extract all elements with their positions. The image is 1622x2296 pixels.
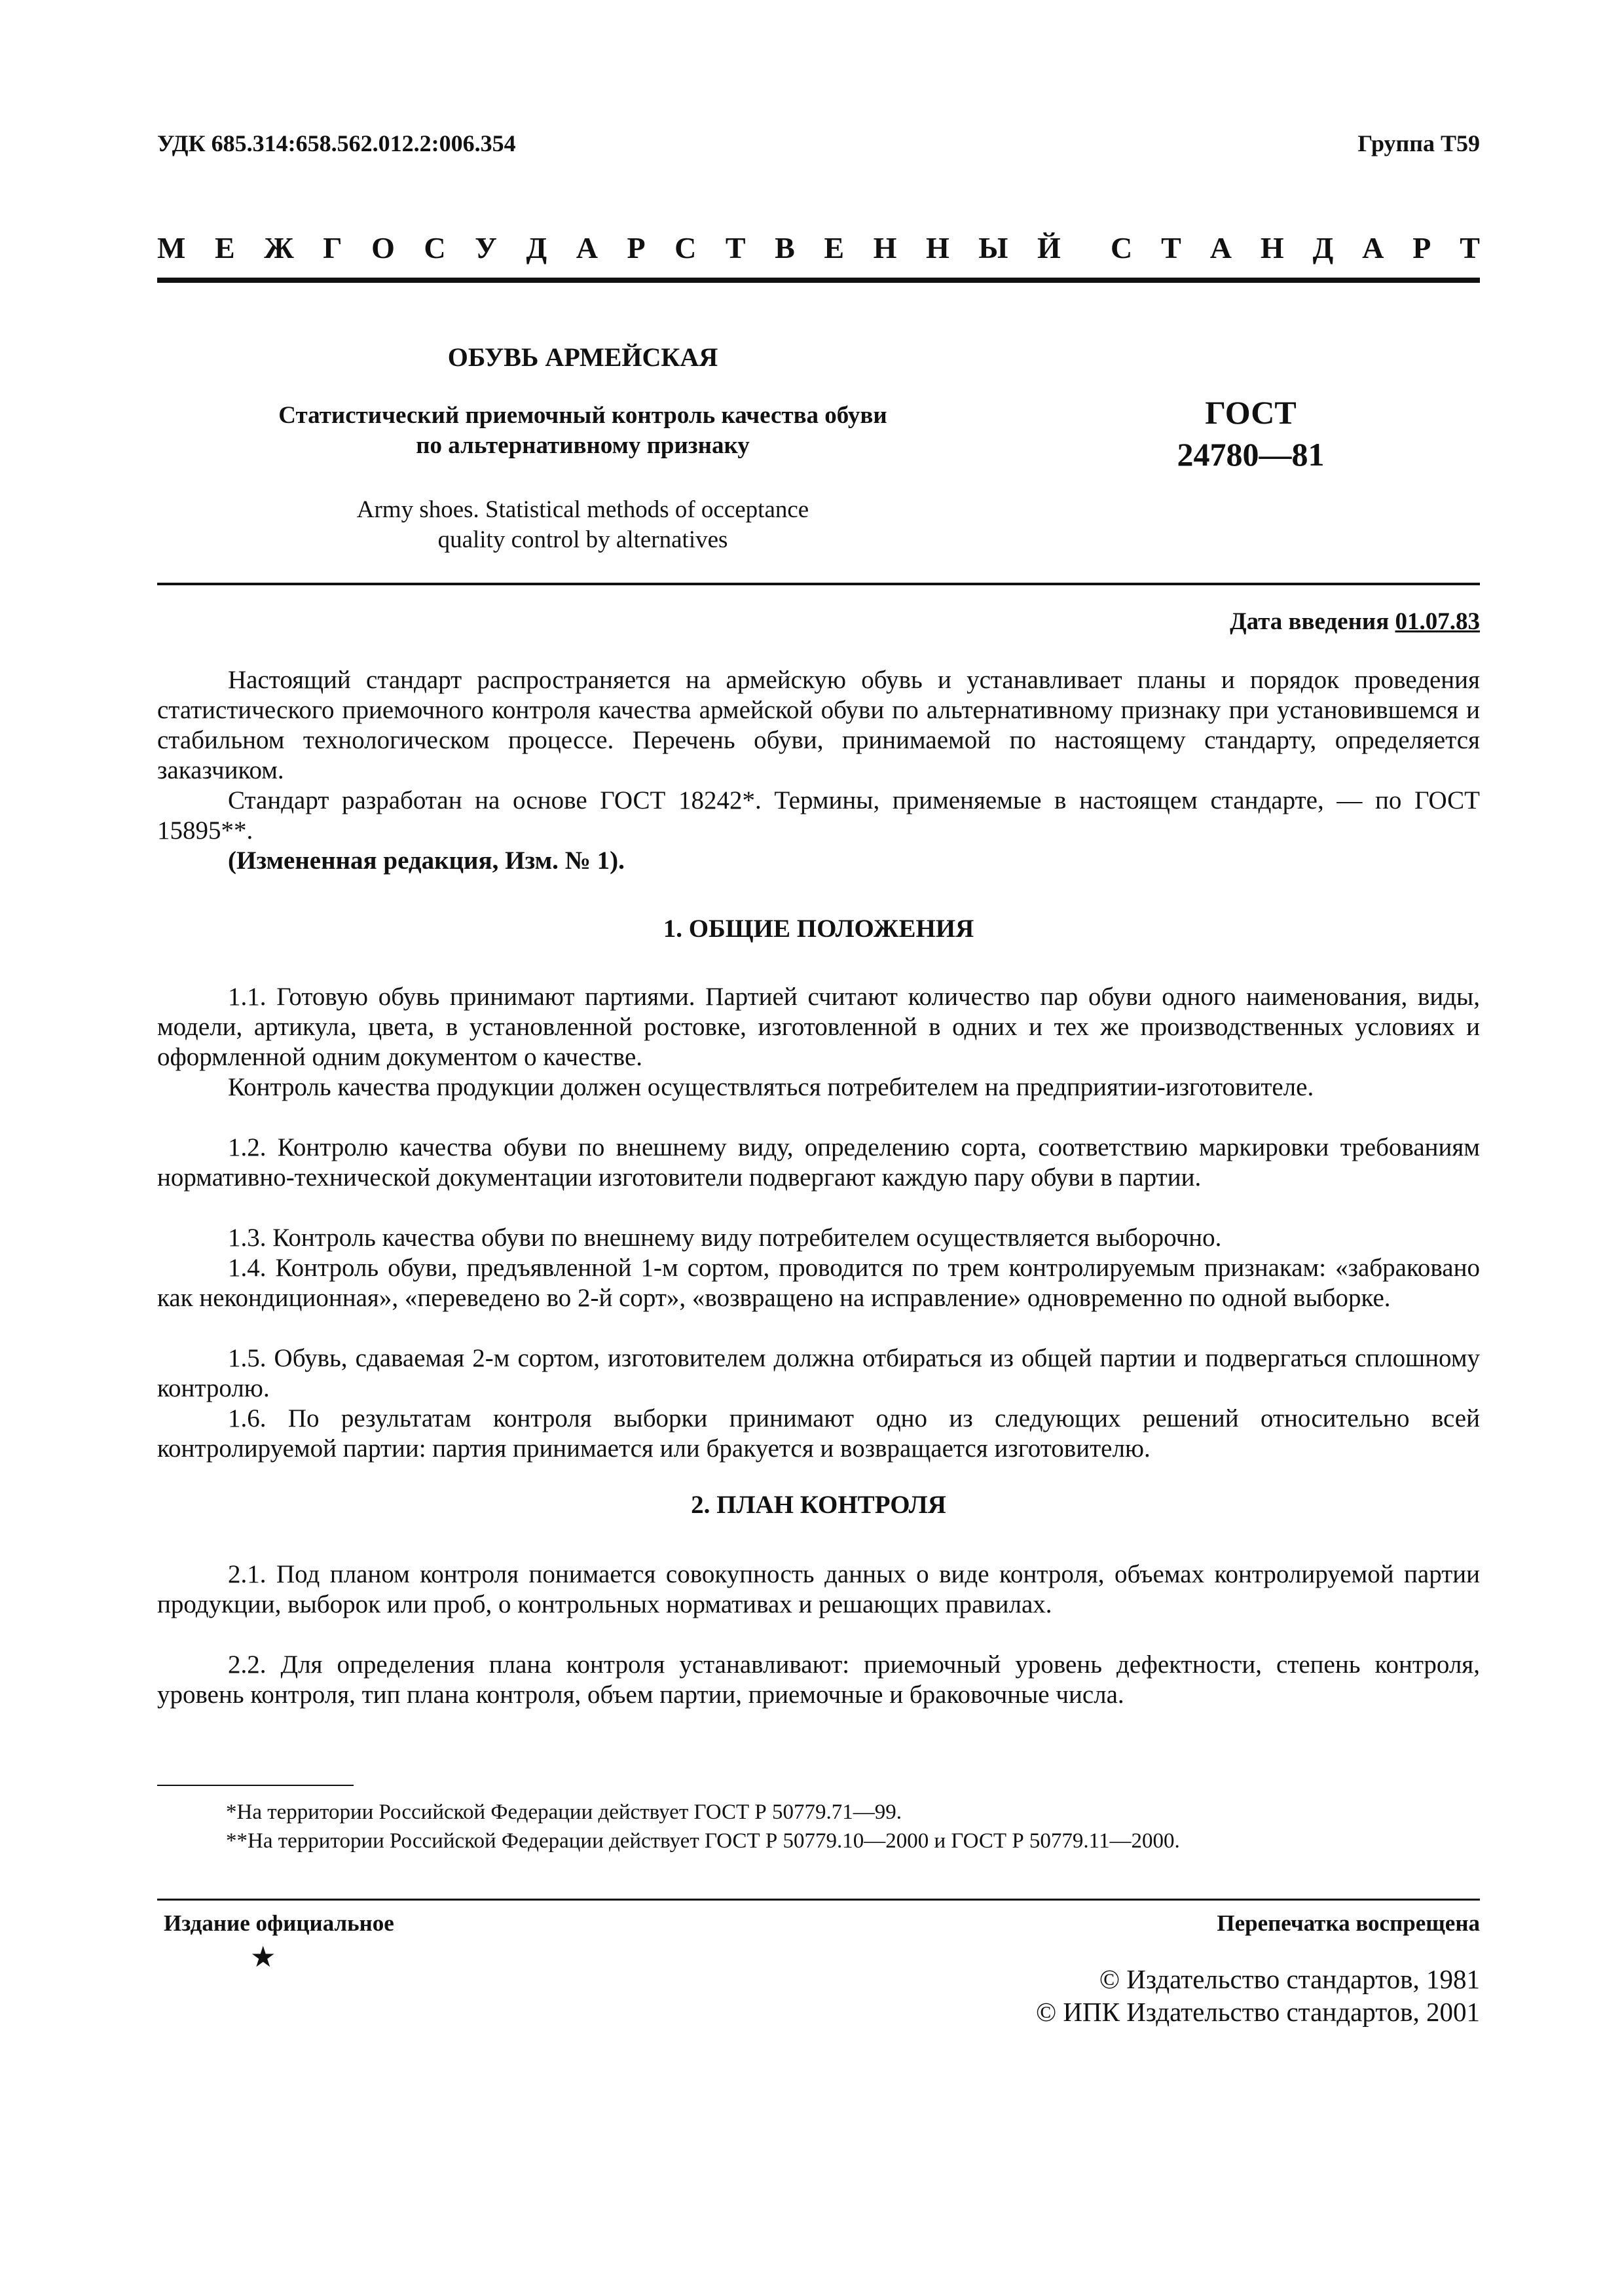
clause-1-3-text: 1.3. Контроль качества обуви по внешнему виду потребителем осуществляется выборочно.	[228, 1224, 1222, 1252]
clause-2-2-text: 2.2. Для определения плана контроля устанавливают: приемочный уровень дефектности, степень контроля, уровень контроля, тип плана контроля, объем партии, приемочные и браковочные числа.	[157, 1650, 1480, 1709]
banner-left-letter: Д	[526, 231, 547, 264]
banner-left-letter: Й	[1037, 231, 1061, 264]
banner-right-word	[1111, 230, 1480, 265]
banner-left-letter: М	[157, 231, 186, 264]
clause-1-1	[157, 982, 1480, 1072]
subtitle-line-1: Статистический приемочный контроль качества обуви	[278, 402, 887, 429]
banner-right-letter: Т	[1460, 231, 1480, 264]
clause-2-1-text: 2.1. Под планом контроля понимается совокупность данных о виде контроля, объемах контролируемой партии продукции, выборок или проб, о контрольных нормативах и решающих правилах.	[157, 1560, 1480, 1618]
intro-text-1: Настоящий стандарт распространяется на армейскую обувь и устанавливает планы и порядок проведения статистического приемочного контроля качества армейской обуви по альтернативному признаку при установившемся и стабильном технологическом процессе. Перечень обуви, принимаемой по настоящему стандарту, определяется заказчиком.	[157, 666, 1480, 784]
banner-right-letter: Н	[1260, 231, 1284, 264]
footnote-separator	[157, 1785, 354, 1786]
clause-1-2-text: 1.2. Контролю качества обуви по внешнему виду, определению сорта, соответствию маркировки требованиям нормативно-технической документации изготовители подвергают каждую пару обуви в партии.	[157, 1133, 1480, 1192]
introduction-date	[1230, 608, 1480, 636]
clause-1-6-text: 1.6. По результатам контроля выборки принимают одно из следующих решений относительно всей контролируемой партии: партия принимается или бракуется и возвращается изготовителю.	[157, 1404, 1480, 1463]
clause-1-4-text: 1.4. Контроль обуви, предъявленной 1-м сортом, проводится по трем контролируемым признакам: «забраковано как некондиционная», «переведено во 2-й сорт», «возвращено на исправление» одновременно по одной выборке.	[157, 1254, 1480, 1312]
subtitle-line-2: по альтернативному признаку	[416, 432, 750, 459]
clause-1-1-text: 1.1. Готовую обувь принимают партиями. Партией считают количество пар обуви одного наименования, виды, модели, артикула, цвета, в установленной ростовке, изготовленной в одних и тех же производственных условиях и оформленной одним документом о качестве.	[157, 983, 1480, 1071]
banner-left-letter: Р	[627, 231, 646, 264]
gost-number: 24780—81	[1177, 436, 1325, 473]
section-2-heading: 2. ПЛАН КОНТРОЛЯ	[691, 1491, 946, 1519]
clause-1-4	[157, 1253, 1480, 1313]
clause-1-3	[157, 1223, 1480, 1253]
copyright-block	[1036, 1963, 1480, 2028]
document-title: ОБУВЬ АРМЕЙСКАЯ	[447, 342, 718, 372]
banner-left-letter: С	[424, 231, 446, 264]
banner-left-letter: У	[475, 231, 497, 264]
reprint-note: Перепечатка воспрещена	[1217, 1910, 1480, 1936]
english-title-line-2: quality control by alternatives	[437, 526, 728, 553]
banner-left-letter: Е	[824, 231, 845, 264]
footnote-1: *На территории Российской Федерации действует ГОСТ Р 50779.71—99.	[226, 1800, 902, 1824]
banner-left-letter: А	[576, 231, 598, 264]
banner-left-letter: С	[674, 231, 697, 264]
banner-right-letter: А	[1209, 231, 1232, 264]
banner-left-letter: Ж	[264, 231, 294, 264]
banner-right-letter: С	[1111, 231, 1133, 264]
banner-left-letter: Н	[873, 231, 897, 264]
clause-2-2	[157, 1650, 1480, 1710]
banner-left-letter: В	[775, 231, 795, 264]
group-code: Группа Т59	[1357, 130, 1480, 156]
footnote-2: **На территории Российской Федерации действует ГОСТ Р 50779.10—2000 и ГОСТ Р 50779.11—2000.	[226, 1829, 1180, 1853]
banner-left-word	[157, 230, 1061, 265]
banner-right-letter: Д	[1312, 231, 1334, 264]
intro-paragraph-2	[157, 786, 1480, 846]
document-subtitle	[157, 401, 1008, 461]
banner-right-letter: Т	[1161, 231, 1181, 264]
amendment-note	[157, 846, 1480, 876]
banner-left-letter: Т	[725, 231, 746, 264]
clause-1-5-text: 1.5. Обувь, сдаваемая 2-м сортом, изготовителем должна отбираться из общей партии и подвергаться сплошному контролю.	[157, 1344, 1480, 1402]
banner-left-letter: Ы	[978, 231, 1008, 264]
clause-2-1	[157, 1559, 1480, 1620]
banner-left-letter: Н	[925, 231, 949, 264]
clause-1-1b-text: Контроль качества продукции должен осуществляться потребителем на предприятии-изготовителе.	[228, 1073, 1314, 1101]
banner-rule	[157, 278, 1480, 283]
banner-right-letter: А	[1362, 231, 1384, 264]
english-title	[157, 495, 1008, 555]
intro-paragraph-1	[157, 665, 1480, 786]
edition-note: Издание официальное	[164, 1910, 394, 1936]
clause-1-5	[157, 1343, 1480, 1404]
title-rule	[157, 583, 1480, 585]
clause-1-1-continued	[157, 1072, 1480, 1102]
standard-banner	[157, 230, 1480, 270]
star-icon: ★	[250, 1941, 276, 1974]
footer-rule	[157, 1899, 1480, 1901]
banner-right-letter: Р	[1412, 231, 1431, 264]
copyright-1981: © Издательство стандартов, 1981	[1099, 1964, 1480, 1994]
copyright-2001: © ИПК Издательство стандартов, 2001	[1035, 1997, 1480, 2027]
clause-1-2	[157, 1133, 1480, 1193]
udk-code: УДК 685.314:658.562.012.2:006.354	[157, 130, 516, 156]
banner-left-letter: О	[371, 231, 395, 264]
section-1-heading: 1. ОБЩИЕ ПОЛОЖЕНИЯ	[663, 915, 974, 943]
gost-designation	[1074, 392, 1428, 475]
intro-date-value: 01.07.83	[1395, 608, 1480, 635]
clause-1-6	[157, 1404, 1480, 1464]
banner-left-letter: Г	[323, 231, 342, 264]
intro-text-2: Стандарт разработан на основе ГОСТ 18242*. Термины, применяемые в настоящем стандарте, — по ГОСТ 15895**.	[157, 786, 1480, 845]
gost-label: ГОСТ	[1205, 394, 1297, 431]
english-title-line-1: Army shoes. Statistical methods of occeptance	[356, 496, 809, 523]
banner-left-letter: Е	[214, 231, 235, 264]
intro-date-label: Дата введения	[1230, 608, 1390, 635]
amendment-text: (Измененная редакция, Изм. № 1).	[228, 847, 625, 875]
